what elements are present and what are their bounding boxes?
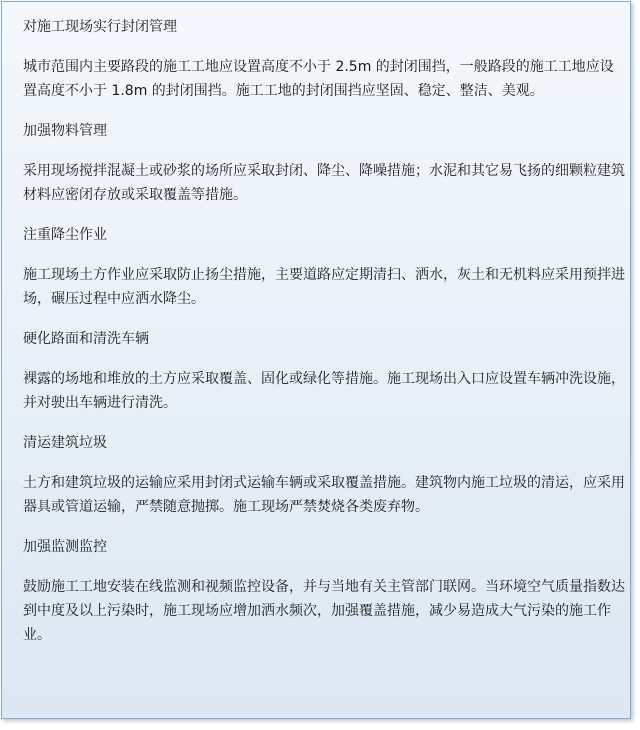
section-heading: 加强物料管理 xyxy=(23,123,107,139)
content-panel xyxy=(1,1,631,719)
section-heading: 清运建筑垃圾 xyxy=(23,435,107,451)
document-body xyxy=(23,16,627,664)
section-paragraph: 采用现场搅拌混凝土或砂浆的场所应采取封闭、降尘、降噪措施；水泥和其它易飞扬的细颗粒建筑材料应密闭存放或采取覆盖等措施。 xyxy=(23,163,625,203)
section-paragraph: 城市范围内主要路段的施工工地应设置高度不小于 2.5m 的封闭围挡，一般路段的施工工地应设置高度不小于 1.8m 的封闭围挡。施工工地的封闭围挡应坚固、稳定、整洁、美观。 xyxy=(23,59,614,99)
section-paragraph: 鼓励施工工地安装在线监测和视频监控设备，并与当地有关主管部门联网。当环境空气质量指数达到中度及以上污染时，施工现场应增加洒水频次，加强覆盖措施，减少易造成大气污染的施工作业。 xyxy=(23,579,625,643)
section-paragraph: 土方和建筑垃圾的运输应采用封闭式运输车辆或采取覆盖措施。建筑物内施工垃圾的清运，应采用器具或管道运输，严禁随意抛掷。施工现场严禁焚烧各类废弃物。 xyxy=(23,475,625,515)
section-enclosed-management xyxy=(23,16,627,103)
section-heading: 加强监测监控 xyxy=(23,539,107,555)
section-dust-reduction xyxy=(23,224,627,311)
section-paragraph: 裸露的场地和堆放的土方应采取覆盖、固化或绿化等措施。施工现场出入口应设置车辆冲洗设施，并对驶出车辆进行清洗。 xyxy=(23,371,625,411)
section-heading: 注重降尘作业 xyxy=(23,227,107,243)
section-material-management xyxy=(23,120,627,207)
section-monitoring xyxy=(23,536,627,647)
section-heading: 硬化路面和清洗车辆 xyxy=(23,331,149,347)
section-paragraph: 施工现场土方作业应采取防止扬尘措施，主要道路应定期清扫、洒水，灰土和无机料应采用预拌进场，碾压过程中应洒水降尘。 xyxy=(23,267,625,307)
section-road-and-vehicle-washing xyxy=(23,328,627,415)
section-heading: 对施工现场实行封闭管理 xyxy=(23,19,177,35)
section-waste-removal xyxy=(23,432,627,519)
